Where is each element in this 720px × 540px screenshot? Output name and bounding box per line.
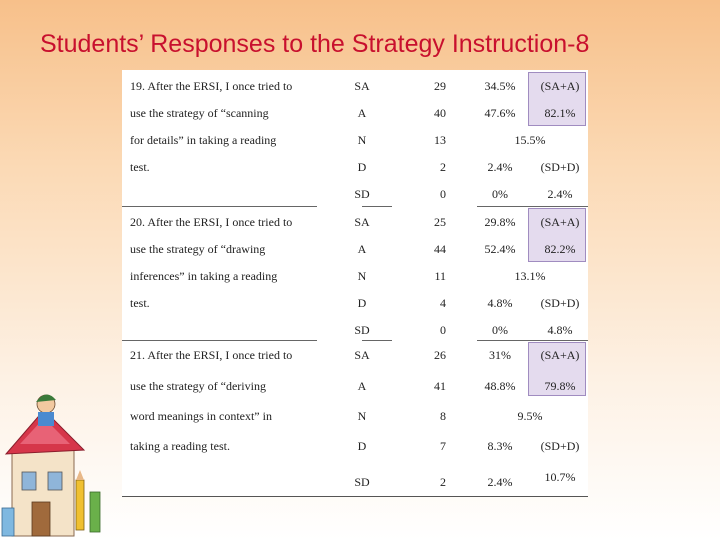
question-text-line: inferences” in taking a reading [130, 269, 278, 283]
question-separator [122, 340, 588, 341]
response-percent: 0% [492, 323, 508, 337]
group-total: 2.4% [547, 187, 573, 201]
response-percent: 29.8% [484, 215, 516, 229]
response-level: D [357, 296, 367, 310]
neutral-percent: 13.1% [514, 269, 546, 283]
response-count: 8 [440, 409, 446, 423]
response-percent: 48.8% [484, 379, 516, 393]
response-level: N [357, 133, 367, 147]
group-label: (SA+A) [540, 348, 580, 362]
question-text-line: use the strategy of “drawing [130, 242, 266, 256]
response-percent: 2.4% [487, 160, 513, 174]
survey-table [122, 70, 588, 497]
question-text-line: test. [130, 296, 150, 310]
response-level: A [357, 242, 367, 256]
question-text-line: for details” in taking a reading [130, 133, 277, 147]
slide-title: Students’ Responses to the Strategy Instruction-8 [40, 30, 590, 58]
response-percent: 31% [489, 348, 511, 362]
question-text-line: use the strategy of “scanning [130, 106, 269, 120]
response-count: 0 [440, 187, 446, 201]
question-text-line: 19. After the ERSI, I once tried to [130, 79, 293, 93]
response-percent: 0% [492, 187, 508, 201]
response-count: 0 [440, 323, 446, 337]
question-text-line: use the strategy of “deriving [130, 379, 266, 393]
question-text-line: 21. After the ERSI, I once tried to [130, 348, 293, 362]
response-count: 7 [440, 439, 446, 453]
response-level: D [357, 160, 367, 174]
response-level: SD [354, 323, 370, 337]
group-total: 79.8% [544, 379, 576, 393]
response-percent: 52.4% [484, 242, 516, 256]
response-level: D [357, 439, 367, 453]
response-percent: 8.3% [487, 439, 513, 453]
response-count: 11 [434, 269, 446, 283]
group-total: 4.8% [547, 323, 573, 337]
response-percent: 47.6% [484, 106, 516, 120]
response-level: A [357, 106, 367, 120]
group-label: (SD+D) [540, 296, 580, 310]
response-level: A [357, 379, 367, 393]
group-label: (SA+A) [540, 215, 580, 229]
response-level: SA [354, 215, 370, 229]
response-level: SD [354, 187, 370, 201]
response-percent: 2.4% [487, 475, 513, 489]
response-count: 26 [434, 348, 446, 362]
response-level: SD [354, 475, 370, 489]
group-label: (SD+D) [540, 439, 580, 453]
question-text-line: taking a reading test. [130, 439, 230, 453]
response-level: SA [354, 79, 370, 93]
group-total: 82.2% [544, 242, 576, 256]
neutral-percent: 9.5% [517, 409, 543, 423]
question-text-line: test. [130, 160, 150, 174]
response-count: 13 [434, 133, 446, 147]
response-count: 29 [434, 79, 446, 93]
group-total: 82.1% [544, 106, 576, 120]
response-level: N [357, 269, 367, 283]
group-label: (SA+A) [540, 79, 580, 93]
response-count: 2 [440, 160, 446, 174]
response-count: 4 [440, 296, 446, 310]
response-count: 44 [434, 242, 446, 256]
response-percent: 34.5% [484, 79, 516, 93]
neutral-percent: 15.5% [514, 133, 546, 147]
group-total: 10.7% [544, 470, 576, 484]
response-count: 41 [434, 379, 446, 393]
group-label: (SD+D) [540, 160, 580, 174]
response-level: SA [354, 348, 370, 362]
question-text-line: word meanings in context” in [130, 409, 272, 423]
response-percent: 4.8% [487, 296, 513, 310]
response-count: 40 [434, 106, 446, 120]
response-level: N [357, 409, 367, 423]
response-count: 2 [440, 475, 446, 489]
question-text-line: 20. After the ERSI, I once tried to [130, 215, 293, 229]
response-count: 25 [434, 215, 446, 229]
house-clipart-icon [0, 380, 120, 540]
question-separator [122, 206, 588, 207]
